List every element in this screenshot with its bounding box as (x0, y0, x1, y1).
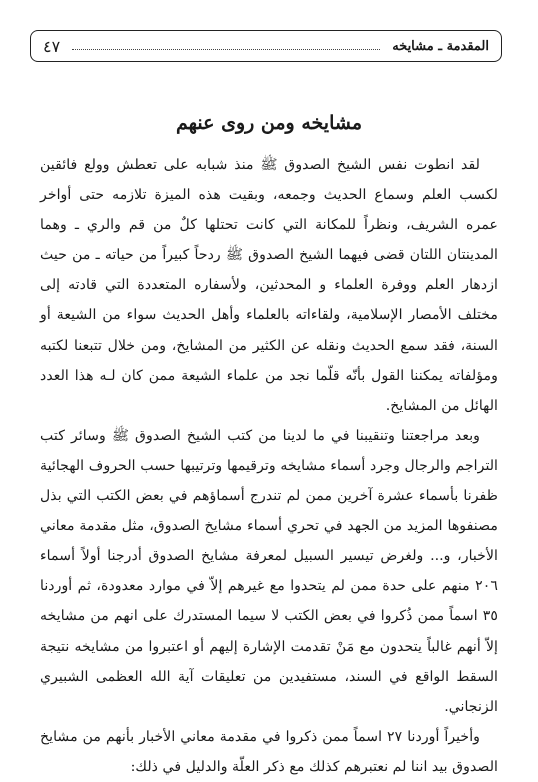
running-head-title: المقدمة ـ مشايخه (392, 38, 489, 54)
running-header (30, 30, 502, 62)
paragraph-1: لقد انطوت نفس الشيخ الصدوق ﷺ منذ شبابه على تعطش وولع فائقين لكسب العلم وسماع الحديث وجمعه، وبقيت هذه الميزة تلازمه حتى أواخر عمره الشريف، ونظراً للمكانة التي كانت تحتلها كلٌ من قم والري ـ وهما المدينتان اللتان قضى فيهما الشيخ الصدوق ﷺ ردحاً كبيراً من حياته ـ من حيث ازدهار العلم ووفرة العلماء و المحدثين، ولأسفاره المتعددة التي قادته إلى مختلف الأمصار الإسلامية، ولقاءاته بالعلماء وأهل الحديث سواء من الشيعة أو السنة، فقد سمع الحديث ونقله عن الكثير من المشايخ، ومن خلال تتبعنا لكتبه ومؤلفاته يمكننا القول بأنّه قلّما نجد من علماء الشيعة ممن كان لـه هذا العدد الهائل من المشايخ. (40, 157, 498, 414)
leader-dots (72, 49, 380, 50)
paragraph-3: وأخيراً أوردنا ٢٧ اسماً ممن ذكروا في مقدمة معاني الأخبار بأنهم من مشايخ الصدوق بيد اننا لم نعتبرهم كذلك مع ذكر العلّة والدليل في ذلك: (40, 728, 498, 775)
page-number: ٤٧ (43, 36, 61, 56)
paragraph-2: وبعد مراجعتنا وتنقيبنا في ما لدينا من كتب الشيخ الصدوق ﷺ وسائر كتب التراجم والرجال وجرد أسماء مشايخه وترقيمها وترتيبها حسب الحروف الهجائية ظفرنا بأسماء عشرة آخرين ممن لم تندرج أسماؤهم في بعض الكتب التي بذل مصنفوها المزيد من الجهد في تحري أسماء مشايخ الصدوق، مثل مقدمة معاني الأخبار، و... ولغرض تيسير السبيل لمعرفة مشايخ الصدوق أدرجنا أولاً أسماء ٢٠٦ منهم على حدة ممن لم يتحدوا مع غيرهم إلاّ في موارد معدودة، ثم أوردنا ٣٥ اسماً ممن ذُكروا في بعض الكتب لا سيما المستدرك على انهم من مشايخه إلاّ أنهم غالباً يتحدون مع مَنْ تقدمت الإشارة إليهم أو اعتبروا من مشايخه نتيجة السقط الواقع في السند، مستفيدين من تعليقات آية الله العظمى الشبيري الزنجاني. (40, 427, 498, 715)
section-title: مشايخه ومن روى عنهم (175, 112, 362, 134)
body-text (40, 150, 498, 782)
